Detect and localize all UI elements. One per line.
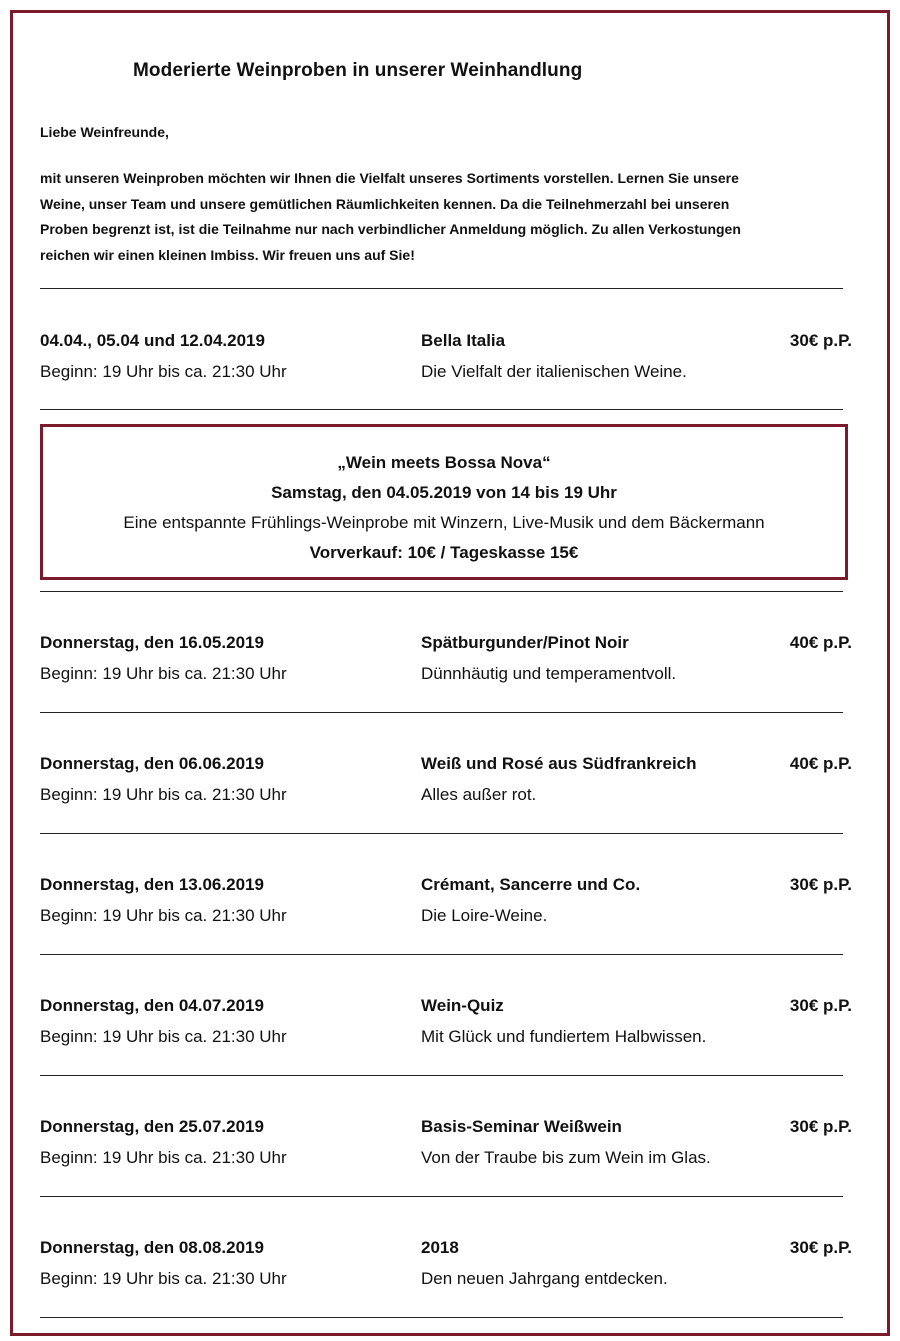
event-date: Donnerstag, den 06.06.2019 (40, 754, 264, 773)
intro-line: Proben begrenzt ist, ist die Teilnahme nur nach verbindlicher Anmeldung möglich. Zu allen Verkostungen (40, 221, 741, 237)
event-description: Von der Traube bis zum Wein im Glas. (421, 1148, 711, 1167)
event-name: Bella Italia (421, 331, 506, 350)
event-row (40, 996, 852, 1066)
event-description: Dünnhäutig und temperamentvoll. (421, 664, 677, 683)
event-description: Alles außer rot. (421, 785, 537, 804)
divider (40, 1317, 843, 1318)
event-description: Die Loire-Weine. (421, 906, 548, 925)
event-price: 40€ p.P. (789, 633, 852, 652)
page-title: Moderierte Weinproben in unserer Weinhandlung (133, 60, 583, 81)
event-date: Donnerstag, den 13.06.2019 (40, 875, 264, 894)
highlight-event-box (40, 424, 848, 580)
event-date: Donnerstag, den 16.05.2019 (40, 633, 264, 652)
event-name: Spätburgunder/Pinot Noir (421, 633, 629, 652)
event-date: Donnerstag, den 08.08.2019 (40, 1238, 264, 1257)
event-price: 30€ p.P. (789, 1238, 852, 1257)
event-description: Mit Glück und fundiertem Halbwissen. (421, 1027, 707, 1046)
event-name: Basis-Seminar Weißwein (421, 1117, 622, 1136)
divider (40, 712, 843, 713)
highlight-description: Eine entspannte Frühlings-Weinprobe mit Winzern, Live-Musik und dem Bäckermann (123, 513, 765, 532)
divider (40, 409, 843, 410)
divider (40, 1196, 843, 1197)
event-description: Den neuen Jahrgang entdecken. (421, 1269, 668, 1288)
event-price: 30€ p.P. (789, 1117, 852, 1136)
divider (40, 591, 843, 592)
divider (40, 954, 843, 955)
event-price: 30€ p.P. (789, 996, 852, 1015)
event-date: Donnerstag, den 25.07.2019 (40, 1117, 264, 1136)
event-price: 40€ p.P. (789, 754, 852, 773)
event-name: 2018 (421, 1238, 459, 1257)
event-price: 30€ p.P. (789, 875, 852, 894)
intro-line: reichen wir einen kleinen Imbiss. Wir freuen uns auf Sie! (40, 246, 415, 263)
event-time: Beginn: 19 Uhr bis ca. 21:30 Uhr (40, 1027, 287, 1046)
event-price: 30€ p.P. (789, 331, 852, 350)
event-name: Crémant, Sancerre und Co. (421, 875, 641, 894)
event-time: Beginn: 19 Uhr bis ca. 21:30 Uhr (40, 906, 287, 925)
highlight-date: Samstag, den 04.05.2019 von 14 bis 19 Uhr (271, 483, 617, 502)
event-time: Beginn: 19 Uhr bis ca. 21:30 Uhr (40, 664, 287, 683)
highlight-title: „Wein meets Bossa Nova“ (337, 453, 551, 472)
event-row (40, 331, 852, 401)
event-row (40, 754, 852, 824)
intro-line: Weine, unser Team und unsere gemütlichen Räumlichkeiten kennen. Da die Teilnehmerzahl bei unseren (40, 195, 730, 212)
event-description: Die Vielfalt der italienischen Weine. (421, 362, 687, 381)
divider (40, 288, 843, 289)
event-time: Beginn: 19 Uhr bis ca. 21:30 Uhr (40, 785, 287, 804)
event-row (40, 875, 852, 945)
event-row (40, 633, 852, 703)
event-date: Donnerstag, den 04.07.2019 (40, 996, 264, 1015)
event-time: Beginn: 19 Uhr bis ca. 21:30 Uhr (40, 1148, 287, 1167)
event-date: 04.04., 05.04 und 12.04.2019 (40, 331, 265, 350)
event-row (40, 1238, 852, 1308)
event-time: Beginn: 19 Uhr bis ca. 21:30 Uhr (40, 1269, 287, 1288)
event-name: Wein-Quiz (421, 996, 504, 1015)
divider (40, 1075, 843, 1076)
event-name: Weiß und Rosé aus Südfrankreich (421, 754, 697, 773)
intro-paragraph (40, 166, 840, 268)
divider (40, 833, 843, 834)
event-time: Beginn: 19 Uhr bis ca. 21:30 Uhr (40, 362, 287, 381)
greeting: Liebe Weinfreunde, (40, 124, 169, 140)
intro-line: mit unseren Weinproben möchten wir Ihnen die Vielfalt unseres Sortiments vorstellen. Lernen Sie unsere (40, 170, 739, 186)
event-row (40, 1117, 852, 1187)
highlight-price: Vorverkauf: 10€ / Tageskasse 15€ (309, 543, 579, 562)
